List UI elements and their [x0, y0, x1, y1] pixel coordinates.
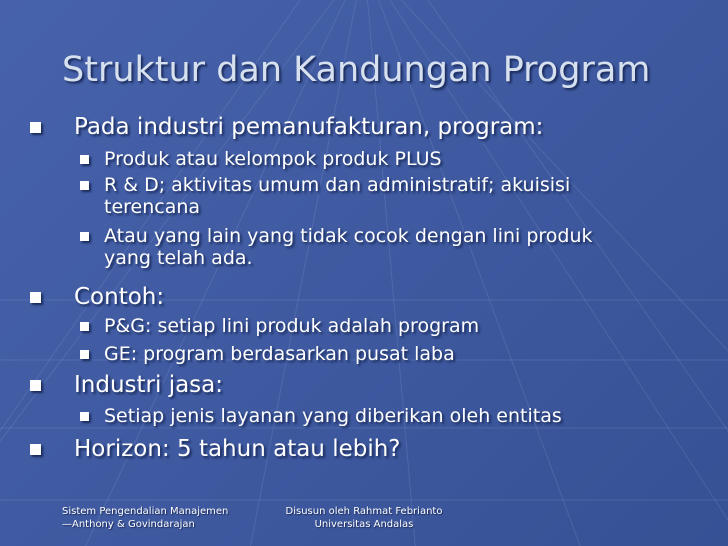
- bullet-item: [74, 372, 223, 398]
- bullet-text: P&G: setiap lini produk adalah program: [104, 315, 480, 337]
- footer-course-line: Sistem Pengendalian Manajemen: [62, 506, 229, 517]
- sub-bullet-item: [104, 343, 455, 365]
- bullet-item: [74, 436, 401, 462]
- footer-course: [62, 505, 228, 531]
- bullet-item: [74, 284, 164, 310]
- square-bullet-icon: [30, 292, 41, 303]
- square-bullet-icon: [80, 350, 89, 359]
- square-bullet-icon: [30, 122, 41, 133]
- bullet-item: [74, 114, 543, 140]
- square-bullet-icon: [80, 181, 89, 190]
- footer-author-line: Disusun oleh Rahmat Febrianto: [285, 506, 443, 517]
- bullet-text-continued: terencana: [104, 196, 201, 218]
- square-bullet-icon: [80, 322, 89, 331]
- bullet-text: Pada industri pemanufakturan, program:: [74, 114, 544, 140]
- footer-author: [272, 505, 456, 531]
- square-bullet-icon: [30, 380, 41, 391]
- sub-bullet-item: [104, 405, 562, 427]
- square-bullet-icon: [80, 232, 89, 241]
- square-bullet-icon: [80, 155, 89, 164]
- bullet-text: Setiap jenis layanan yang diberikan oleh entitas: [104, 405, 562, 427]
- square-bullet-icon: [30, 444, 41, 455]
- footer-course-line: —Anthony & Govindarajan: [62, 519, 195, 530]
- slide-title: Struktur dan Kandungan Program: [62, 50, 651, 90]
- bullet-text: Contoh:: [74, 284, 165, 310]
- bullet-text: Horizon: 5 tahun atau lebih?: [74, 436, 401, 462]
- bullet-text: GE: program berdasarkan pusat laba: [104, 343, 455, 365]
- sub-bullet-item: [104, 174, 570, 218]
- bullet-text-continued: yang telah ada.: [104, 247, 253, 269]
- bullet-text: Industri jasa:: [74, 372, 224, 398]
- bullet-text: R & D; aktivitas umum dan administratif; akuisisi: [104, 174, 571, 196]
- footer-author-line: Universitas Andalas: [314, 519, 414, 530]
- sub-bullet-item: [104, 148, 442, 170]
- square-bullet-icon: [80, 412, 89, 421]
- bullet-text: Produk atau kelompok produk PLUS: [104, 148, 442, 170]
- sub-bullet-item: [104, 225, 593, 269]
- bullet-text: Atau yang lain yang tidak cocok dengan lini produk: [104, 225, 593, 247]
- sub-bullet-item: [104, 315, 479, 337]
